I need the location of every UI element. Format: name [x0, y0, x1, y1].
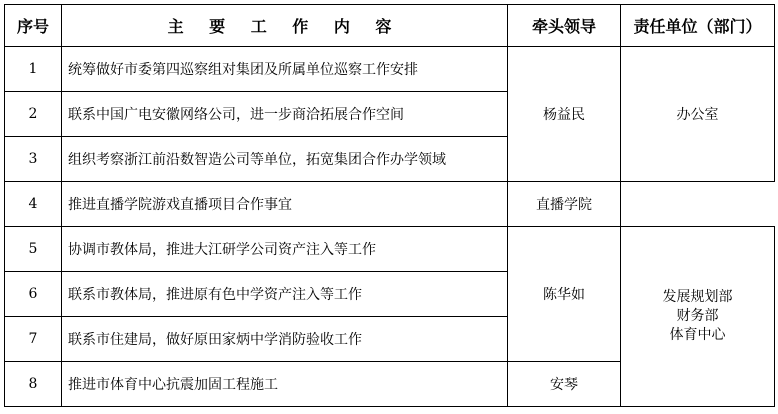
row-index: 8 — [5, 362, 62, 407]
row-task: 协调市教体局，推进大江研学公司资产注入等工作 — [62, 227, 508, 272]
row-index: 3 — [5, 137, 62, 182]
table-row — [5, 182, 775, 227]
row-task: 组织考察浙江前沿数智造公司等单位，拓宽集团合作办学领域 — [62, 137, 508, 182]
row-index: 7 — [5, 317, 62, 362]
unit-cell: 办公室 — [621, 47, 775, 182]
header-unit: 责任单位（部门） — [621, 5, 775, 47]
unit-cell — [621, 227, 775, 407]
row-index: 2 — [5, 92, 62, 137]
unit-line: 财务部 — [676, 308, 719, 324]
table-row — [5, 227, 775, 272]
row-index: 1 — [5, 47, 62, 92]
unit-line: 发展规划部 — [662, 289, 733, 305]
header-index: 序号 — [5, 5, 62, 47]
header-row — [5, 5, 775, 47]
row-index: 5 — [5, 227, 62, 272]
table-row — [5, 47, 775, 92]
task-table — [4, 4, 775, 407]
row-task: 联系市教体局，推进原有色中学资产注入等工作 — [62, 272, 508, 317]
lead-cell: 安琴 — [508, 362, 621, 407]
unit-cell: 直播学院 — [508, 182, 621, 227]
row-task: 统筹做好市委第四巡察组对集团及所属单位巡察工作安排 — [62, 47, 508, 92]
lead-cell: 陈华如 — [508, 227, 621, 362]
row-task: 联系中国广电安徽网络公司，进一步商洽拓展合作空间 — [62, 92, 508, 137]
row-index: 6 — [5, 272, 62, 317]
row-index: 4 — [5, 182, 62, 227]
row-task: 推进市体育中心抗震加固工程施工 — [62, 362, 508, 407]
header-task: 主 要 工 作 内 容 — [62, 5, 508, 47]
row-task: 联系市住建局，做好原田家炳中学消防验收工作 — [62, 317, 508, 362]
header-lead: 牵头领导 — [508, 5, 621, 47]
unit-line: 体育中心 — [669, 327, 726, 343]
row-task: 推进直播学院游戏直播项目合作事宜 — [62, 182, 508, 227]
lead-cell: 杨益民 — [508, 47, 621, 182]
